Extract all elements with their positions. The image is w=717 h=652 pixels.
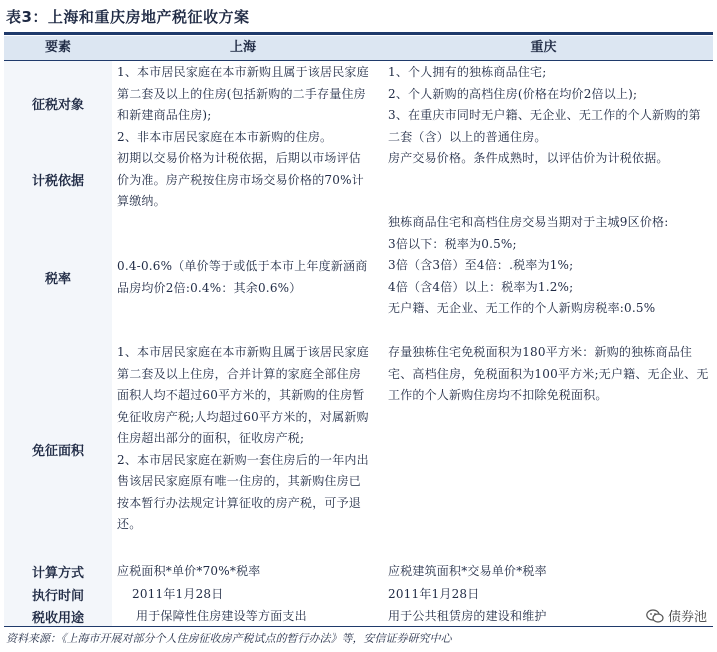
header-chongqing-cell xyxy=(374,36,713,60)
row-label-rate: 税率 xyxy=(44,272,71,287)
chongqing-calc: 应税建筑面积*交易单价*税率 xyxy=(388,564,547,578)
chongqing-object: 1、个人拥有的独栋商品住宅; 2、个人新购的高档住房(价格在均价2倍以上); 3、在重庆市同时无户籍、无企业、无工作的个人新购的第二套（含）以上的普通住房。 xyxy=(388,65,701,144)
chongqing-rate: 独栋商品住宅和高档住房交易当期对于主城9区价格: 3倍以下：税率为0.5%; 3倍（含3倍）至4倍：.税率为1%; 4倍（含4倍）以上：税率为1.2%; 无户籍、无企业、无工作的个人新购房税率:0.5% xyxy=(388,215,669,315)
chongqing-basis: 房产交易价格。条件成熟时，以评估价为计税依据。 xyxy=(388,151,669,165)
header-chongqing: 重庆 xyxy=(530,40,557,55)
shanghai-exempt: 1、本市居民家庭在本市新购且属于该居民家庭第二套及以上住房，合并计算的家庭全部住房面积人均不超过60平方米的，其新购的住房暂免征收房产税;人均超过60平方米的，对属新购住房超出部分的面积，征收房产税; 2、本市居民家庭在新购一套住房后的一年内出售该居民家庭原有唯一住房的，其新购住房已按本暂行办法规定计算征收的房产税，可予退还。 xyxy=(117,345,369,531)
top-rule xyxy=(4,32,713,35)
header-factor-cell xyxy=(4,36,112,60)
shanghai-calc: 应税面积*单价*70%*税率 xyxy=(117,564,261,578)
wechat-icon xyxy=(646,609,664,623)
bottom-rule xyxy=(4,626,713,627)
row-label-use: 税收用途 xyxy=(31,611,84,626)
label-column-shade xyxy=(4,61,112,626)
header-factor: 要素 xyxy=(44,40,71,55)
shanghai-use: 用于保障性住房建设等方面支出 xyxy=(136,609,307,623)
source-note: 资料来源：《上海市开展对部分个人住房征收房产税试点的暂行办法》等，安信证券研究中心 xyxy=(6,632,452,645)
row-label-basis: 计税依据 xyxy=(31,174,84,189)
chongqing-date: 2011年1月28日 xyxy=(388,587,480,601)
shanghai-rate: 0.4-0.6%（单价等于或低于本市上年度新涵商品房均价2倍:0.4%：其余0.6%） xyxy=(117,259,368,295)
row-label-exempt: 免征面积 xyxy=(31,444,84,459)
row-label-date: 执行时间 xyxy=(31,589,84,604)
chongqing-use: 用于公共租赁房的建设和维护 xyxy=(388,609,547,623)
shanghai-date: 2011年1月28日 xyxy=(132,587,224,601)
watermark xyxy=(646,606,707,625)
shanghai-basis: 初期以交易价格为计税依据，后期以市场评估价为准。房产税按住房市场交易价格的70%计算缴纳。 xyxy=(117,151,364,208)
chongqing-exempt: 存量独栋住宅免税面积为180平方米：新购的独栋商品住宅、高档住房，免税面积为100平方米;无户籍、无企业、无工作的个人新购住房均不扣除免税面积。 xyxy=(388,345,709,402)
table-title: 表3：上海和重庆房地产税征收方案 xyxy=(6,8,250,26)
header-shanghai: 上海 xyxy=(229,40,256,55)
header-shanghai-cell xyxy=(112,36,374,60)
shanghai-object: 1、本市居民家庭在本市新购且属于该居民家庭第二套及以上的住房(包括新购的二手存量住房和新建商品住房); 2、非本市居民家庭在本市新购的住房。 xyxy=(117,65,369,144)
row-label-calc: 计算方式 xyxy=(31,566,84,581)
row-label-object: 征税对象 xyxy=(31,98,84,113)
watermark-text: 债券池 xyxy=(667,610,707,625)
